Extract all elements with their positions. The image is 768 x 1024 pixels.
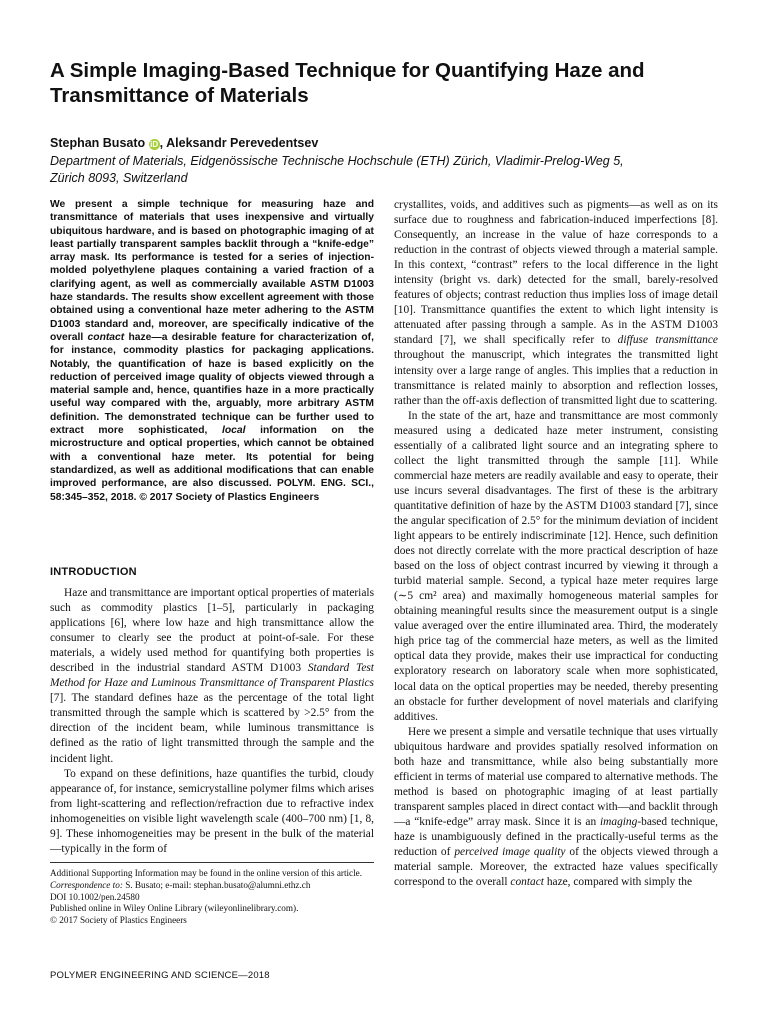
- author-list: Stephan Busato iD , Aleksandr Perevedentsev: [50, 136, 319, 150]
- emphasis: diffuse transmittance: [617, 334, 718, 347]
- footnote-supporting: Additional Supporting Information may be found in the online version of this article.: [50, 868, 363, 878]
- emphasis: imaging: [599, 815, 638, 828]
- author-name: Aleksandr Perevedentsev: [166, 136, 319, 150]
- footnotes: [50, 868, 374, 927]
- footnote-correspondence: [50, 880, 374, 892]
- abstract-text: information on the microstructure and optical properties, which cannot be obtained with a conventional haze meter. Its potential for being standardized, as well as additional modifications that can enable improved performance, are also discussed.: [50, 425, 374, 490]
- footnote-copyright: © 2017 Society of Plastics Engineers: [50, 915, 187, 926]
- paragraph-text: Haze and transmittance are important optical properties of materials such as commodity plastics [1–5], particularly in packaging applications [6], where low haze and high transmittance allow the consumer to clearly see the product at point-of-sale. For these materials, a widely used method for quantifying both properties is described in the industrial standard ASTM D1003: [50, 587, 374, 675]
- section-heading: INTRODUCTION: [50, 566, 137, 578]
- paragraph-text: Here we present a simple and versatile technique that uses virtually ubiquitous hardware and provides spatially resolved information on both haze and transmittance, while also being substantially more efficient in terms of material use compared to alternative methods. The method is based on photographic imaging of at least partially transparent samples placed in direct contact with—and backlit through—a “knife-edge” array mask. Since it is an: [394, 725, 718, 828]
- footnote-published: Published online in Wiley Online Library (wileyonlinelibrary.com).: [50, 903, 299, 914]
- paragraph-text: haze, compared with simply the: [546, 876, 692, 889]
- emphasis: perceived image quality: [454, 846, 566, 859]
- paragraph-text: [7]. The standard defines haze as the percentage of the total light transmitted through the sample which is scattered by >2.5° from the direction of the incident beam, while luminous transmittance is defined as the ratio of light transmitted through the sample and the incident light.: [50, 692, 374, 765]
- footnote-divider: [50, 862, 374, 863]
- paragraph-text: -based technique, haze is unambiguously defined in the practically-useful terms as the reduction of: [394, 815, 718, 859]
- correspondence-label: Correspondence to:: [50, 879, 123, 890]
- emphasis: contact: [510, 876, 544, 889]
- affiliation-line: Zürich 8093, Switzerland: [50, 171, 188, 185]
- paragraph-text: throughout the manuscript, which integrates the transmitted light intensity over a large range of angles. This implies that a reduction in transmittance is related mainly to absorption and reflection losses, rather than the off-axis deflection of transmitted light due to scattering.: [394, 349, 718, 407]
- paragraph: [394, 198, 718, 409]
- paragraph: [50, 586, 374, 767]
- right-column-body: [394, 198, 718, 890]
- abstract: [50, 198, 374, 504]
- orcid-icon[interactable]: iD: [150, 140, 159, 149]
- article-title: A Simple Imaging-Based Technique for Quantifying Haze and Transmittance of Materials: [50, 59, 645, 107]
- paragraph-text: crystallites, voids, and additives such as pigments—as well as on its surface due to roughness and fabrication-induced imperfections [8]. Consequently, an increase in the value of haze corresponds to a reduction in the contrast of objects viewed through a material sample. In this context, “contrast” refers to the local difference in the light intensity (bright vs. dark) detected for the small, barely-resolved features of objects; contrast reduction thus implies loss of image detail [10]. Transmittance quantifies the extent to which light intensity is attenuated after passing through a sample. As in the ASTM D1003 standard [7], we shall specifically refer to: [394, 199, 718, 347]
- abstract-emphasis: contact: [87, 331, 125, 343]
- affiliation-line: Department of Materials, Eidgenössische Technische Hochschule (ETH) Zürich, Vladimir-Prelog-Weg 5,: [50, 154, 624, 168]
- abstract-text: We present a simple technique for measuring haze and transmittance of materials that uses inexpensive and virtually ubiquitous hardware, and is based on photographic imaging of at least partially transparent samples backlit through a “knife-edge” array mask. Its performance is tested for a series of injection-molded polyethylene plaques containing a varied fraction of a clarifying agent, as well as commercially available ASTM D1003 haze standards. The results show excellent agreement with those obtained using a conventional haze meter adhering to the ASTM D1003 standard and, moreover, are specifically indicative of the overall: [50, 199, 374, 343]
- abstract-citation: POLYM. ENG. SCI., 58:345–352, 2018. © 2017 Society of Plastics Engineers: [50, 478, 374, 503]
- standard-title: Standard Test Method for Haze and Luminous Transmittance of Transparent Plastics: [50, 662, 374, 690]
- affiliation: [50, 153, 710, 187]
- intro-body: [50, 586, 374, 857]
- abstract-emphasis: local: [222, 425, 246, 437]
- abstract-text: haze—a desirable feature for characterization of, for instance, commodity plastics for packaging applications. Notably, the quantification of haze is based explicitly on the reduction of perceived image quality of objects viewed through a material sample and, hence, quantifies haze in a more practically useful way compared with the, arguably, more arbitrary ASTM definition. The demonstrated technique can be further used to extract more sophisticated,: [50, 331, 374, 437]
- paragraph-text: of the objects viewed through a material sample. Moreover, the extracted haze values specifically correspond to the overall: [394, 846, 719, 889]
- correspondence-email[interactable]: S. Busato; e-mail: stephan.busato@alumni.ethz.ch: [125, 879, 311, 890]
- footnote-doi[interactable]: DOI 10.1002/pen.24580: [50, 891, 140, 902]
- paragraph: In the state of the art, haze and transmittance are most commonly measured using a dedicated haze meter instrument, consisting essentially of a calibrated light source and an integrating sphere to collect the light transmitted through the sample [11]. While commercial haze meters are readily available and easy to operate, their use incurs several disadvantages. The first of these is the arbitrary quantitative definition of haze by the ASTM D1003 standard [7], since the angular specification of 2.5° for the minimum deviation of incident light appears to be entirely indiscriminate [12]. Hence, such definition does not directly correlate with the more practical description of haze based on the loss of object contrast incurred by viewing it through a turbid material sample. Second, a typical haze meter requires large (∼5 cm² area) and maximally homogeneous material samples for obtaining meaningful results since the measurement output is a single value averaged over the entire illuminated area. Third, the moderately high price tag of the commercial haze meters, as well as the limited optical data they provide, makes their use impractical for conducting exploratory research on laboratory scale when more sophisticated, local data on the optical properties may be needed, thereby presenting an obstacle for further development of novel materials and clarifying additives.: [394, 409, 718, 723]
- running-footer: POLYMER ENGINEERING AND SCIENCE—2018: [50, 970, 270, 981]
- paragraph: To expand on these definitions, haze quantifies the turbid, cloudy appearance of, for instance, semicrystalline polymer films which arises from light-scattering and reflection/refraction due to refractive index inhomogeneities on visible light wavelength scale (400–700 nm) [1, 8, 9]. These inhomogeneities may be present in the bulk of the material—typically in the form of: [50, 767, 374, 855]
- author-name: Stephan Busato: [50, 136, 146, 150]
- paragraph: [394, 725, 718, 891]
